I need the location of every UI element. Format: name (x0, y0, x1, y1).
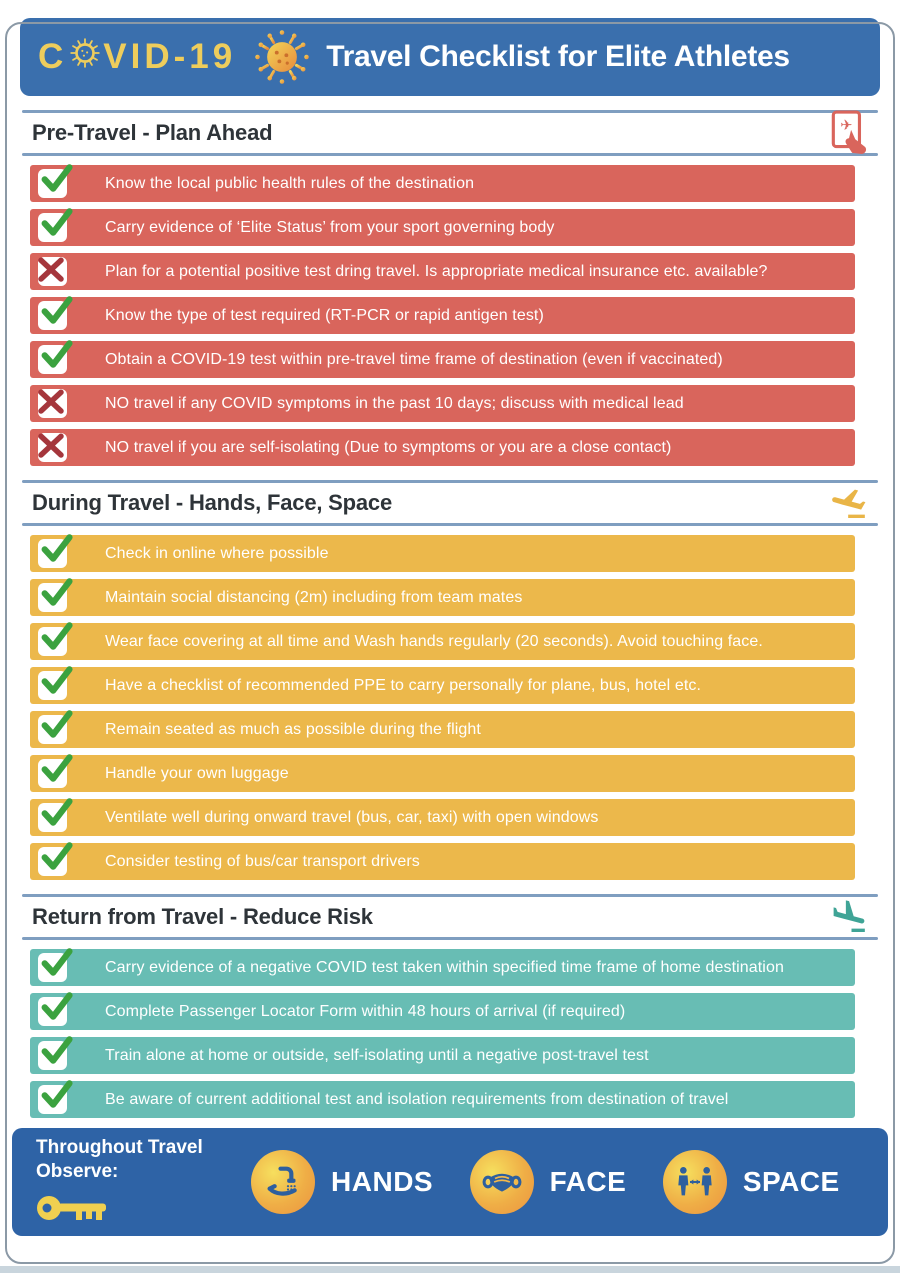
badge-face-label: FACE (549, 1166, 627, 1197)
badge-hands-label: HANDS (331, 1166, 434, 1197)
page-title: Travel Checklist for Elite Athletes (326, 40, 790, 73)
checkmark-icon (38, 953, 67, 982)
checkmark-icon (38, 997, 67, 1026)
logo-text-c: C (38, 37, 68, 76)
checklist-item (30, 297, 855, 334)
checklist-item (30, 799, 855, 836)
checklist (30, 949, 855, 1118)
checklist-item (30, 755, 855, 792)
checklist-item-text: Carry evidence of ‘Elite Status’ from your sport governing body (105, 218, 555, 236)
header-banner (20, 18, 880, 96)
checkmark-icon (38, 1041, 67, 1070)
checklist-item (30, 165, 855, 202)
plane-takeoff-icon (828, 483, 870, 523)
checklist-item-text: Handle your own luggage (105, 764, 289, 782)
hands-washing-icon (251, 1150, 315, 1214)
checklist-item (30, 385, 855, 422)
section-pre-travel (0, 110, 900, 466)
checklist-item (30, 1081, 855, 1118)
checkmark-icon (38, 213, 67, 242)
checklist-item (30, 843, 855, 880)
social-distance-icon (663, 1150, 727, 1214)
checklist (30, 535, 855, 880)
cross-icon (38, 389, 67, 418)
checklist-item-text: Plan for a potential positive test dring travel. Is appropriate medical insurance etc. available? (105, 262, 768, 280)
section-title: During Travel - Hands, Face, Space (32, 490, 392, 515)
section-title: Return from Travel - Reduce Risk (32, 904, 373, 929)
checklist-item-text: Wear face covering at all time and Wash hands regularly (20 seconds). Avoid touching face. (105, 632, 763, 650)
checklist-item-text: Maintain social distancing (2m) including from team mates (105, 588, 523, 606)
checklist-item (30, 209, 855, 246)
face-mask-icon (470, 1150, 534, 1214)
checklist-item-text: Complete Passenger Locator Form within 48 hours of arrival (if required) (105, 1002, 626, 1020)
svg-text:✈: ✈ (840, 116, 853, 134)
checkmark-icon (38, 627, 67, 656)
checklist-item (30, 667, 855, 704)
section-divider (22, 937, 878, 940)
checklist-item-text: Obtain a COVID-19 test within pre-travel time frame of destination (even if vaccinated) (105, 350, 723, 368)
checklist-item (30, 993, 855, 1030)
virus-icon (254, 29, 310, 85)
checklist-item-text: NO travel if any COVID symptoms in the past 10 days; discuss with medical lead (105, 394, 684, 412)
checklist-item (30, 341, 855, 378)
boarding-pass-hand-icon (828, 110, 870, 156)
checklist-item (30, 535, 855, 572)
covid19-logo (38, 36, 236, 79)
virus-o-icon (68, 36, 102, 79)
section-divider (22, 153, 878, 156)
checklist-item-text: Consider testing of bus/car transport drivers (105, 852, 420, 870)
footer-note-line1: Throughout Travel (36, 1137, 203, 1158)
section-during-travel (0, 480, 900, 880)
checklist-item (30, 579, 855, 616)
checkmark-icon (38, 539, 67, 568)
checkmark-icon (38, 583, 67, 612)
section-header (22, 113, 878, 153)
section-header (22, 483, 878, 523)
footer-banner (12, 1128, 888, 1236)
checklist-item-text: Check in online where possible (105, 544, 329, 562)
checklist (30, 165, 855, 466)
checklist-item-text: NO travel if you are self-isolating (Due to symptoms or you are a close contact) (105, 438, 672, 456)
cross-icon (38, 433, 67, 462)
checklist-item-text: Know the local public health rules of the destination (105, 174, 475, 192)
sections (0, 110, 900, 1118)
footer-badges (233, 1150, 858, 1214)
checkmark-icon (38, 715, 67, 744)
checkmark-icon (38, 169, 67, 198)
checklist-item (30, 949, 855, 986)
checklist-item (30, 711, 855, 748)
checklist-item (30, 253, 855, 290)
checklist-item (30, 1037, 855, 1074)
checklist-item-text: Know the type of test required (RT-PCR or rapid antigen test) (105, 306, 544, 324)
checkmark-icon (38, 803, 67, 832)
checkmark-icon (38, 759, 67, 788)
checklist-item-text: Carry evidence of a negative COVID test taken within specified time frame of home destination (105, 958, 784, 976)
checklist-item-text: Be aware of current additional test and isolation requirements from destination of travel (105, 1090, 729, 1108)
checklist-item-text: Ventilate well during onward travel (bus, car, taxi) with open windows (105, 808, 599, 826)
checkmark-icon (38, 1085, 67, 1114)
checklist-item-text: Have a checklist of recommended PPE to carry personally for plane, bus, hotel etc. (105, 676, 702, 694)
checklist-item (30, 623, 855, 660)
page-bottom-edge (0, 1266, 900, 1273)
badge-space-label: SPACE (742, 1166, 840, 1197)
key-icon (36, 1188, 203, 1233)
checklist-item (30, 429, 855, 466)
plane-landing-icon (828, 897, 870, 937)
section-title: Pre-Travel - Plan Ahead (32, 120, 273, 145)
cross-icon (38, 257, 67, 286)
checkmark-icon (38, 847, 67, 876)
checklist-item-text: Remain seated as much as possible during the flight (105, 720, 481, 738)
logo-text-vid19: VID-19 (103, 37, 237, 76)
checklist-item-text: Train alone at home or outside, self-isolating until a negative post-travel test (105, 1046, 649, 1064)
badge-space (663, 1150, 840, 1214)
section-return-travel (0, 894, 900, 1118)
checkmark-icon (38, 345, 67, 374)
badge-hands (251, 1150, 433, 1214)
section-divider (22, 523, 878, 526)
checkmark-icon (38, 671, 67, 700)
footer-note-line2: Observe: (36, 1160, 119, 1182)
checkmark-icon (38, 301, 67, 330)
badge-face (470, 1150, 627, 1214)
section-header (22, 897, 878, 937)
